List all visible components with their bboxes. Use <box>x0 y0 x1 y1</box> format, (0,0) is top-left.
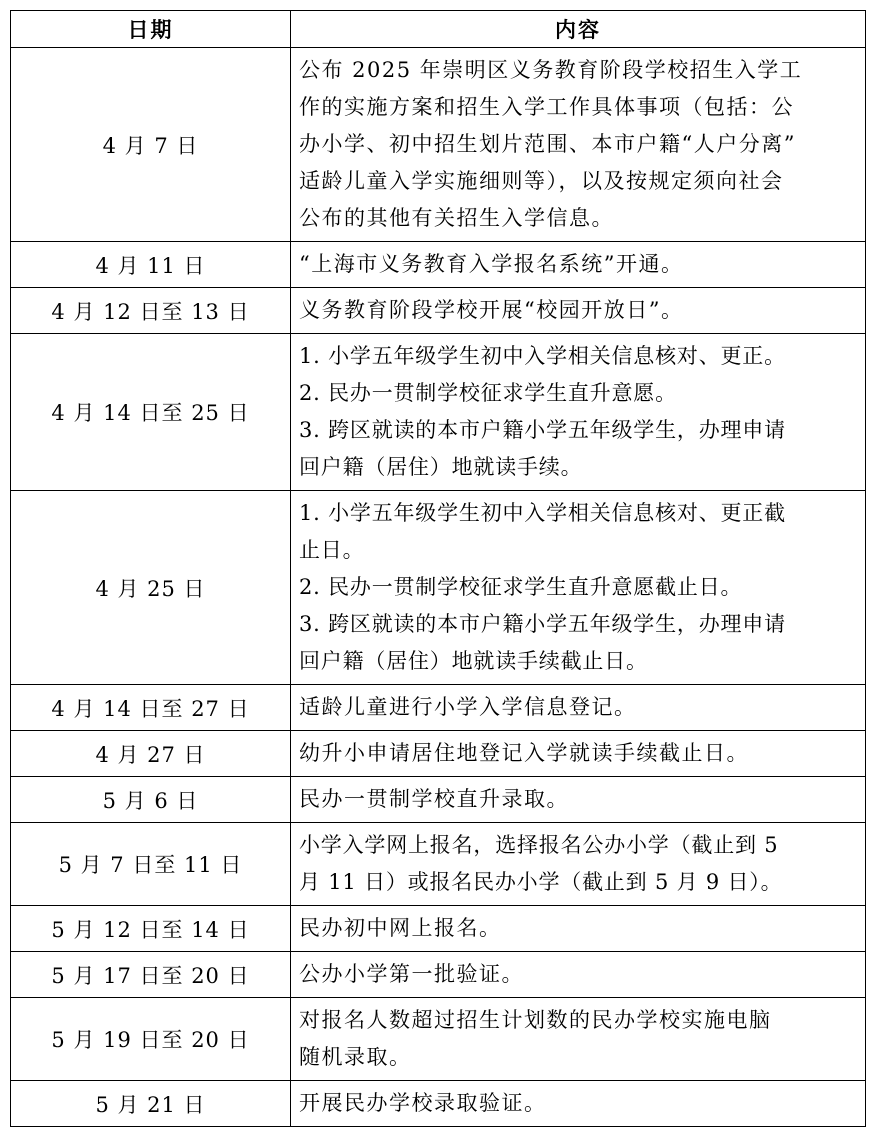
row-date: 5 月 17 日至 20 日 <box>11 952 291 998</box>
row-date: 4 月 25 日 <box>11 491 291 685</box>
content-column-header: 内容 <box>291 11 866 48</box>
row-date: 4 月 14 日至 27 日 <box>11 685 291 731</box>
content-line: “上海市义务教育入学报名系统”开通。 <box>299 252 684 276</box>
table-row <box>11 906 866 952</box>
content-line: 对报名人数超过招生计划数的民办学校实施电脑 <box>299 1008 772 1032</box>
content-line: 作的实施方案和招生入学工作具体事项（包括：公 <box>299 95 794 119</box>
enrollment-schedule-document <box>10 10 865 1127</box>
table-row <box>11 491 866 685</box>
content-line: 2. 民办一贯制学校征求学生直升意愿截止日。 <box>299 575 743 599</box>
row-content <box>291 242 866 288</box>
table-row <box>11 952 866 998</box>
table-row <box>11 1081 866 1127</box>
row-content <box>291 952 866 998</box>
row-date: 4 月 12 日至 13 日 <box>11 288 291 334</box>
table-row <box>11 998 866 1081</box>
date-column-header: 日期 <box>11 11 291 48</box>
table-row <box>11 288 866 334</box>
row-content <box>291 777 866 823</box>
schedule-table <box>10 10 866 1127</box>
content-line: 2. 民办一贯制学校征求学生直升意愿。 <box>299 381 677 405</box>
content-line: 公布 2025 年崇明区义务教育阶段学校招生入学工 <box>299 58 803 82</box>
table-row <box>11 685 866 731</box>
content-line: 公布的其他有关招生入学信息。 <box>299 206 614 230</box>
row-content <box>291 491 866 685</box>
content-line: 公办小学第一批验证。 <box>299 962 524 986</box>
row-content <box>291 288 866 334</box>
row-content <box>291 906 866 952</box>
content-line: 月 11 日）或报名民办小学（截止到 5 月 9 日）。 <box>299 870 783 894</box>
content-line: 随机录取。 <box>299 1045 412 1069</box>
content-line: 小学入学网上报名，选择报名公办小学（截止到 5 <box>299 833 779 857</box>
content-line: 适龄儿童进行小学入学信息登记。 <box>299 695 637 719</box>
content-line: 止日。 <box>299 538 365 562</box>
content-line: 1. 小学五年级学生初中入学相关信息核对、更正截 <box>299 501 786 525</box>
content-line: 义务教育阶段学校开展“校园开放日”。 <box>299 298 684 322</box>
row-content <box>291 998 866 1081</box>
content-line: 民办一贯制学校直升录取。 <box>299 787 569 811</box>
content-line: 开展民办学校录取验证。 <box>299 1091 547 1115</box>
content-line: 办小学、初中招生划片范围、本市户籍“人户分离” <box>299 132 796 156</box>
content-line: 适龄儿童入学实施细则等），以及按规定须向社会 <box>299 169 784 193</box>
row-date: 5 月 7 日至 11 日 <box>11 823 291 906</box>
content-line: 民办初中网上报名。 <box>299 916 502 940</box>
content-line: 回户籍（居住）地就读手续截止日。 <box>299 649 648 673</box>
row-date: 5 月 21 日 <box>11 1081 291 1127</box>
content-line: 3. 跨区就读的本市户籍小学五年级学生，办理申请 <box>299 612 786 636</box>
table-row <box>11 777 866 823</box>
row-date: 5 月 6 日 <box>11 777 291 823</box>
table-row <box>11 823 866 906</box>
row-content <box>291 334 866 491</box>
row-date: 4 月 14 日至 25 日 <box>11 334 291 491</box>
table-row <box>11 731 866 777</box>
content-line: 1. 小学五年级学生初中入学相关信息核对、更正。 <box>299 344 786 368</box>
row-content <box>291 48 866 242</box>
table-row <box>11 334 866 491</box>
content-line: 幼升小申请居住地登记入学就读手续截止日。 <box>299 741 749 765</box>
table-row <box>11 48 866 242</box>
row-date: 5 月 19 日至 20 日 <box>11 998 291 1081</box>
row-date: 4 月 27 日 <box>11 731 291 777</box>
table-row <box>11 242 866 288</box>
row-content <box>291 1081 866 1127</box>
row-content <box>291 731 866 777</box>
content-line: 3. 跨区就读的本市户籍小学五年级学生，办理申请 <box>299 418 786 442</box>
row-date: 5 月 12 日至 14 日 <box>11 906 291 952</box>
row-date: 4 月 7 日 <box>11 48 291 242</box>
row-content <box>291 823 866 906</box>
row-content <box>291 685 866 731</box>
row-date: 4 月 11 日 <box>11 242 291 288</box>
table-header-row <box>11 11 866 48</box>
content-line: 回户籍（居住）地就读手续。 <box>299 455 583 479</box>
